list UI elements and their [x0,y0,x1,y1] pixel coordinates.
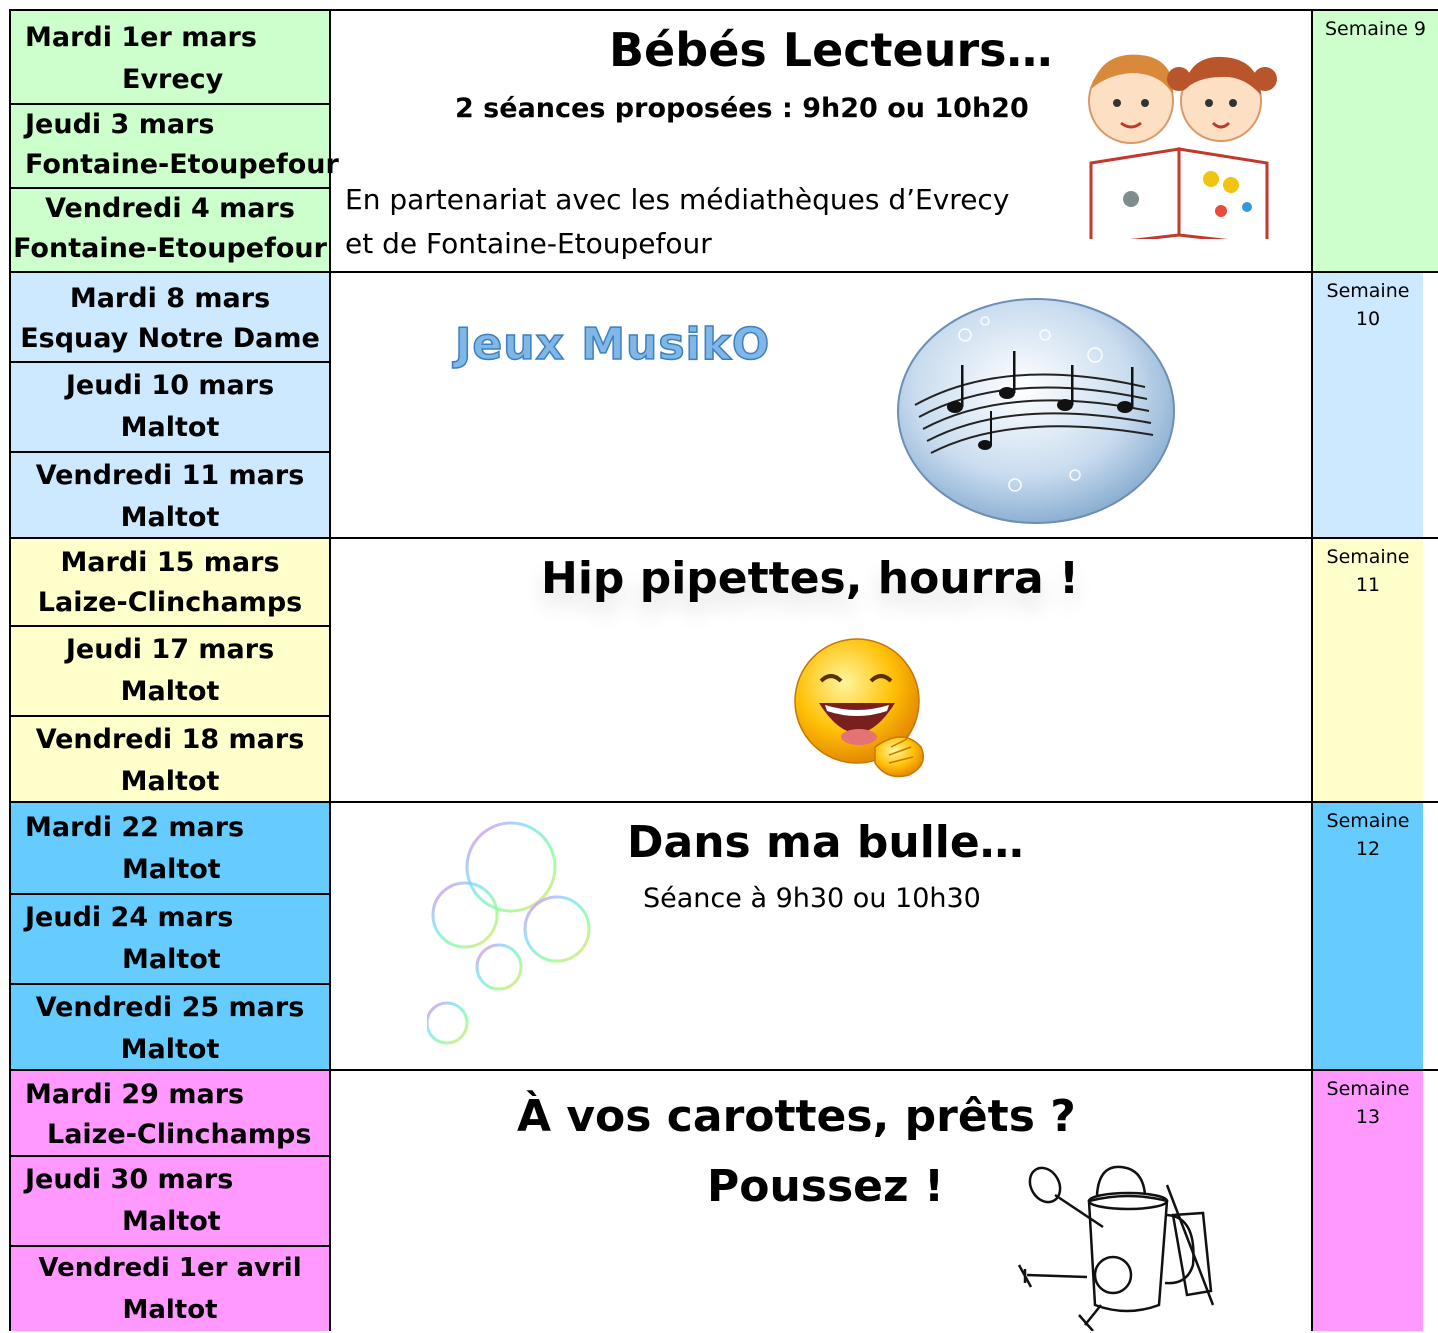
activity-panel [331,539,1313,803]
activity-note: En partenariat avec les médiathèques d’Evrecy [345,183,1010,216]
session-day: Jeudi 3 mars [25,109,215,140]
session-day: Vendredi 1er avril [38,1253,302,1283]
session-place: Maltot [122,1295,218,1325]
session-day: Mardi 15 mars [60,547,280,578]
calendar-grid [9,9,1438,1329]
week-label: Semaine 12 [1313,803,1423,1071]
session-day: Vendredi 4 mars [45,193,295,224]
session-place: Maltot [120,412,220,443]
session-cell [11,453,329,541]
session-day: Vendredi 25 mars [35,992,305,1023]
activity-title: Bébés Lecteurs… [609,23,1053,77]
session-day: Mardi 8 mars [69,283,271,314]
session-cell [11,627,329,717]
week-row-9 [9,9,1438,273]
activity-title: Jeux MusikO [455,319,771,370]
week-row-12 [9,801,1438,1071]
session-day: Jeudi 10 mars [65,370,275,401]
week-row-11 [9,537,1438,803]
dates-column [9,1071,331,1331]
week-label: Semaine 11 [1313,539,1423,803]
dates-column [9,273,331,539]
kids-reading-book-illustration [1071,39,1291,239]
session-place: Fontaine-Etoupefour [13,233,327,264]
session-cell [11,1157,329,1247]
session-cell [11,985,329,1073]
activity-subtitle: Séance à 9h30 ou 10h30 [643,883,981,914]
activity-title: À vos carottes, prêts ? [517,1091,1076,1142]
session-place: Maltot [120,1034,220,1065]
session-cell [11,895,329,985]
session-day: Mardi 1er mars [25,22,257,53]
week-label: Semaine 13 [1313,1071,1423,1331]
session-cell [11,11,329,105]
week-row-13 [9,1069,1438,1331]
activity-title: Hip pipettes, hourra ! [541,553,1080,604]
activity-panel [331,803,1313,1071]
music-notes-bubble-illustration [895,295,1177,527]
dates-column [9,11,339,273]
session-place: Maltot [122,944,221,975]
session-cell [11,1247,329,1333]
session-day: Mardi 29 mars [25,1079,245,1110]
session-place: Fontaine-Etoupefour [25,149,339,180]
activity-panel [331,11,1313,273]
session-place: Maltot [120,676,220,707]
dates-column [9,803,331,1071]
session-cell [11,273,329,363]
session-place: Esquay Notre Dame [20,323,320,354]
session-day: Jeudi 24 mars [25,902,234,933]
session-place: Maltot [122,854,221,885]
session-day: Mardi 22 mars [25,812,245,843]
session-place: Maltot [120,766,220,797]
activity-note: et de Fontaine-Etoupefour [345,227,712,260]
session-day: Vendredi 11 mars [35,460,305,491]
watering-can-tools-illustration [1017,1155,1217,1331]
activity-panel [331,1071,1313,1331]
dates-column [9,539,331,803]
session-day: Vendredi 18 mars [35,724,305,755]
session-day: Jeudi 30 mars [25,1164,234,1195]
session-cell [11,105,339,189]
session-place: Maltot [120,502,220,533]
week-label: Semaine 10 [1313,273,1423,539]
soap-bubbles-illustration [427,817,607,1047]
session-place: Laize-Clinchamps [37,587,303,618]
session-place: Laize-Clinchamps [47,1119,312,1150]
activity-subtitle: 2 séances proposées : 9h20 ou 10h20 [455,93,1029,124]
activity-panel [331,273,1313,539]
week-row-10 [9,271,1438,539]
session-place: Maltot [122,1206,221,1237]
session-cell [11,363,329,453]
session-cell [11,1071,329,1157]
laughing-emoji-illustration [779,635,939,785]
week-label: Semaine 9 [1313,11,1438,273]
activity-title: Dans ma bulle… [627,817,1024,868]
session-day: Jeudi 17 mars [65,634,275,665]
activity-title-line2: Poussez ! [707,1161,945,1212]
session-cell [11,189,329,275]
session-cell [11,539,329,627]
session-cell [11,803,329,895]
session-place: Evrecy [122,64,224,95]
session-cell [11,717,329,805]
